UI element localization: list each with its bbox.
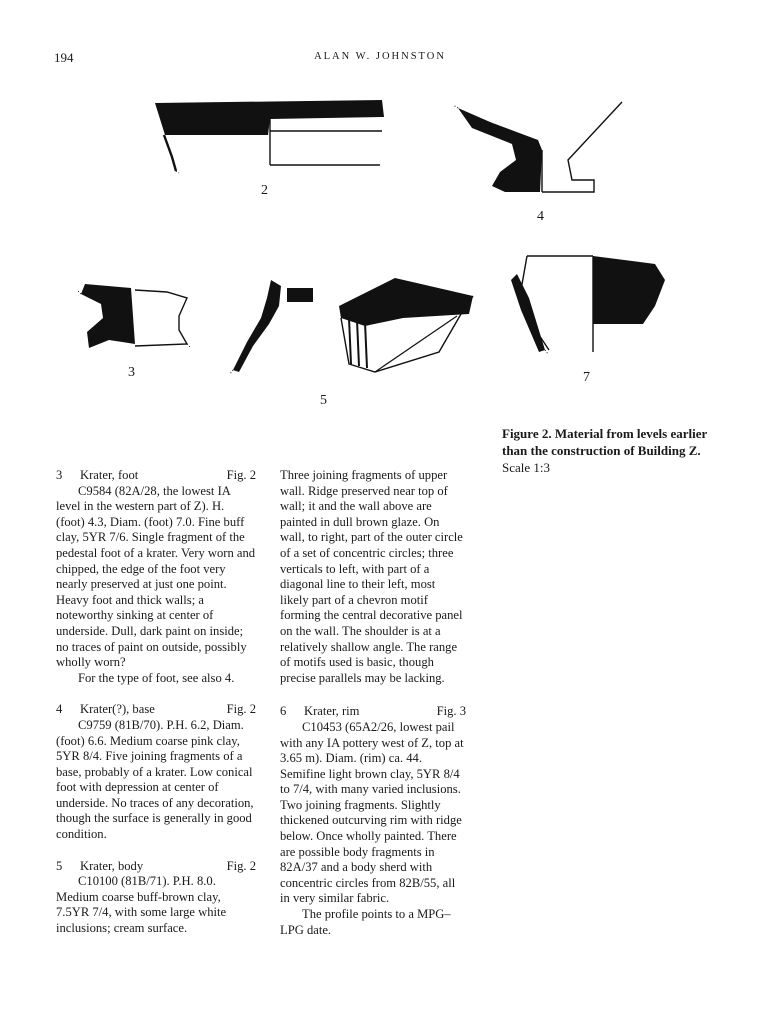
figure-label-7: 7 — [583, 370, 590, 385]
sherd-2-drawing — [150, 95, 390, 185]
figure-caption-scale: Scale 1:3 — [502, 460, 551, 475]
entry-3-note: For the type of foot, see also 4. — [78, 670, 235, 685]
entry-number: 3 — [56, 468, 63, 482]
figure-label-3: 3 — [128, 365, 135, 380]
running-head: ALAN W. JOHNSTON — [314, 51, 446, 62]
sherd-3-drawing — [75, 278, 195, 353]
sherd-7-drawing — [505, 250, 670, 355]
entry-6-description: C10453 (65A2/26, lowest pail with any IA pottery west of Z, top at 3.65 m). Diam. (rim) ca. 44. Semifine light brown clay, 5YR 8/4 to 7/4, with many varied inclusions. Two joining fragments. Slightly thickened outcurving rim with ridge below. Once wholly painted. There are possible body fragments in 82A/37 and a body sherd with concentric circles from 82B/55, all in very similar fabric. — [280, 719, 464, 906]
figure-caption — [502, 425, 712, 476]
figure-label-2: 2 — [261, 183, 268, 198]
entry-number: 6 — [280, 704, 287, 719]
entry-title: Krater, foot — [80, 468, 139, 482]
figure-label-4: 4 — [537, 209, 544, 224]
catalog-entry-3-heading — [56, 468, 256, 484]
figure-label-5: 5 — [320, 393, 327, 408]
entry-5-continuation: Three joining fragments of upper wall. Ridge preserved near top of wall; it and the wall above are painted in dull brown glaze. On wall, to right, part of the outer circle of a set of concentric circles; three verticals to left, with part of a diagonal line to their left, most likely part of a chevron motif forming the central decorative panel on the wall. The shoulder is at a relatively shallow angle. The range of motifs used is basic, though precise parallels may be lacking. — [280, 468, 463, 685]
page-number: 194 — [54, 50, 74, 65]
entry-3-description: C9584 (82A/28, the lowest IA level in the western part of Z). H. (foot) 4.3, Diam. (foot) 7.0. Fine buff clay, 5YR 7/6. Single fragment of the pedestal foot of a krater. Very worn and chipped, the edge of the foot very nearly preserved at just one point. Heavy foot and thick walls; a noteworthy sinking at center of underside. Dull, dark paint on inside; no traces of paint on outside, possibly wholly worn? — [56, 483, 256, 670]
entry-figure-ref: Fig. 2 — [226, 858, 256, 873]
entry-title: Krater, body — [80, 858, 144, 873]
entry-figure-ref: Fig. 3 — [436, 704, 466, 719]
catalog-entry-5-heading — [56, 859, 256, 875]
catalog-entry-6-heading — [280, 704, 466, 720]
entry-6-note: The profile points to a MPG–LPG date. — [280, 907, 451, 937]
text-column-right — [280, 468, 466, 938]
entry-number: 4 — [56, 702, 63, 717]
entry-title: Krater, rim — [304, 704, 360, 719]
figure-caption-title: Figure 2. Material from levels earlier than the construction of Building Z. — [502, 426, 708, 458]
entry-number: 5 — [56, 858, 63, 873]
entry-4-description: C9759 (81B/70). P.H. 6.2, Diam. (foot) 6.6. Medium coarse pink clay, 5YR 8/4. Five joining fragments of a base, probably of a krater. Low conical foot with depression at center of underside. No traces of any decoration, though the surface is generally in good condition. — [56, 717, 254, 842]
entry-title: Krater(?), base — [80, 702, 155, 717]
sherd-4-drawing — [450, 100, 630, 200]
entry-figure-ref: Fig. 2 — [226, 702, 256, 717]
text-column-left — [56, 468, 256, 937]
entry-figure-ref: Fig. 2 — [226, 468, 256, 482]
catalog-entry-4-heading — [56, 702, 256, 718]
sherd-5-drawing — [225, 272, 475, 380]
entry-5-description: C10100 (81B/71). P.H. 8.0. Medium coarse buff-brown clay, 7.5YR 7/4, with some large white inclusions; cream surface. — [56, 874, 227, 936]
